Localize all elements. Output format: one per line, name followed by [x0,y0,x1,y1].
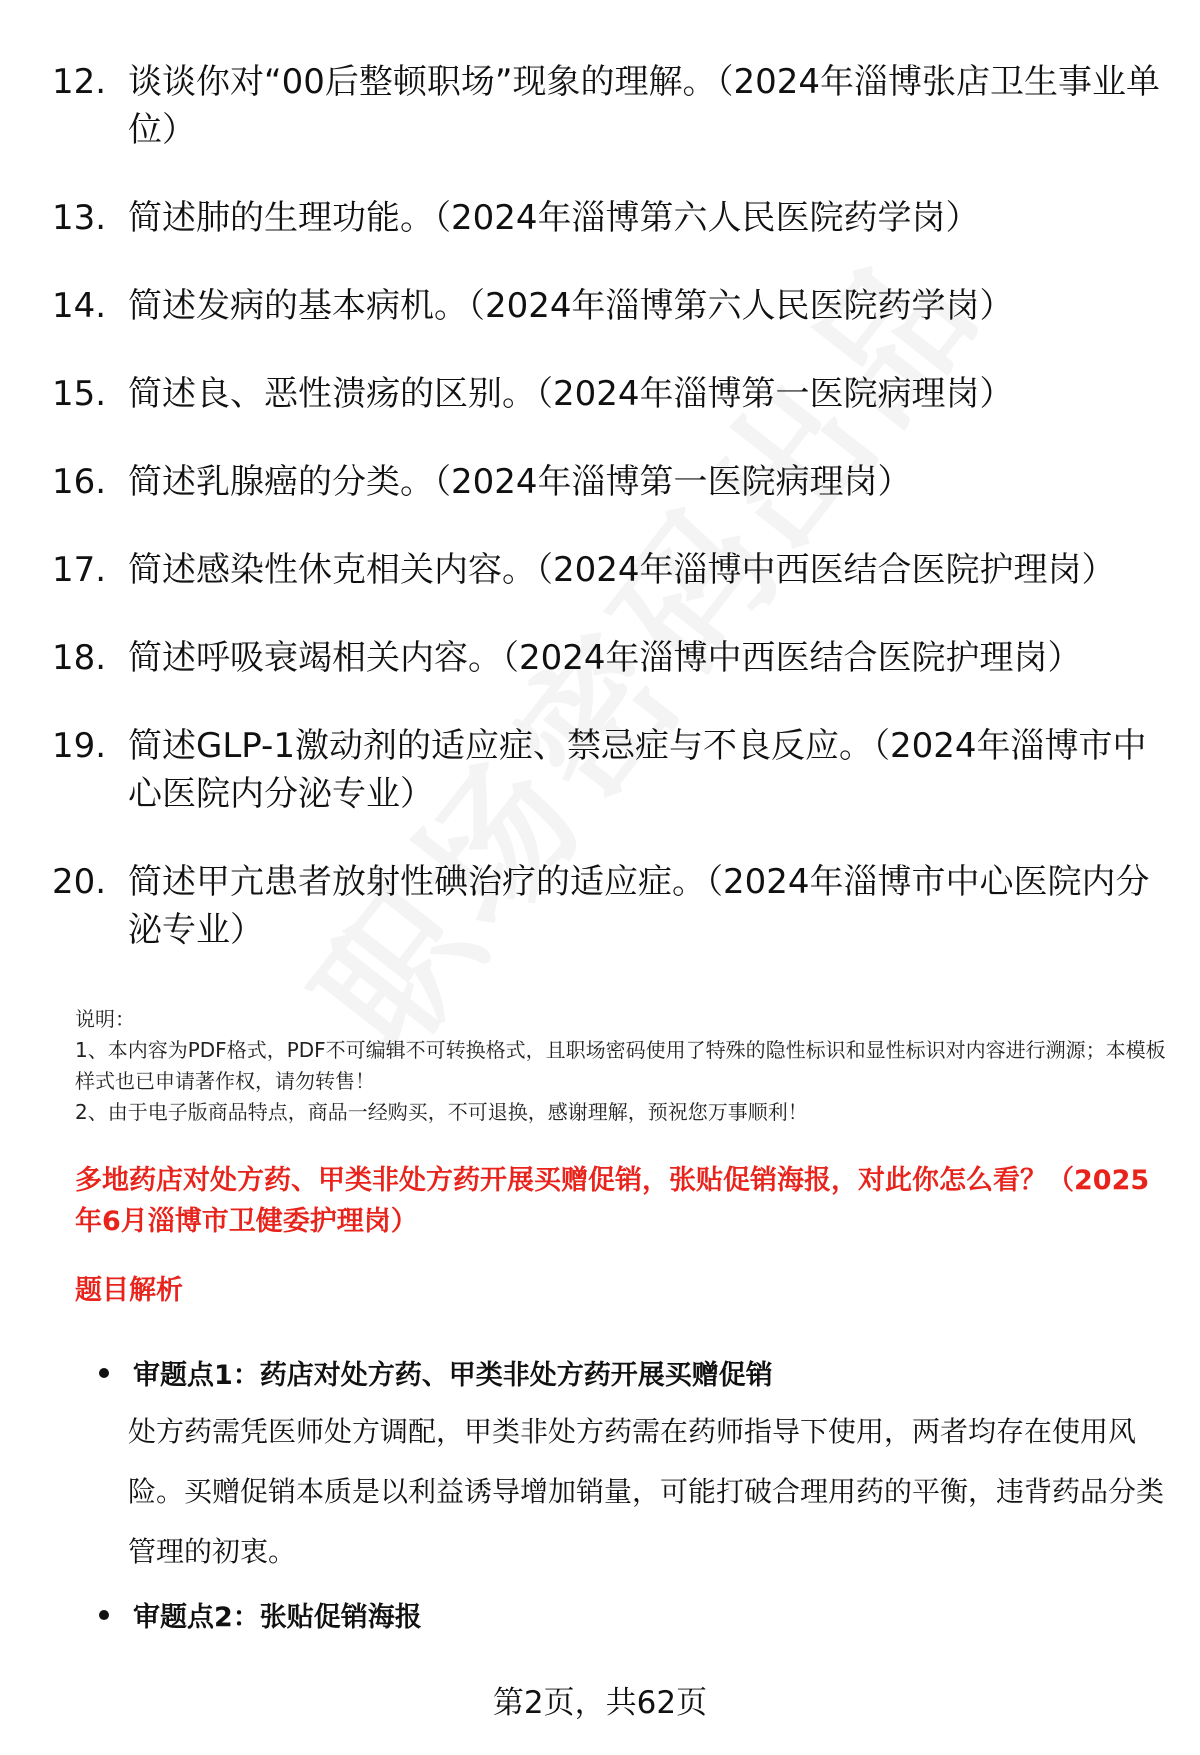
question-text: 简述乳腺癌的分类。（2024年淄博第一医院病理岗） [128,462,912,502]
point-heading [95,1595,1165,1634]
analysis-title: 题目解析 [75,1275,183,1306]
list-item [52,194,1162,242]
review-point-1 [95,1353,1165,1582]
question-number: 13. [52,198,107,238]
question-number: 19. [52,726,107,766]
notes-line-2: 2、由于电子版商品特点，商品一经购买，不可退换，感谢理解，预祝您万事顺利！ [75,1100,808,1124]
question-text: 简述发病的基本病机。（2024年淄博第六人民医院药学岗） [128,286,1014,326]
notes-line-1: 1、本内容为PDF格式，PDF不可编辑不可转换格式，且职场密码使用了特殊的隐性标识和显性标识对内容进行溯源；本模板样式也已申请著作权，请勿转售！ [75,1038,1166,1093]
bullet-icon [99,1368,109,1378]
list-item [52,458,1162,506]
question-number: 15. [52,374,107,414]
notes-section [75,1004,1170,1128]
point-heading-text: 审题点2：张贴促销海报 [133,1602,422,1633]
question-text: 简述良、恶性溃疡的区别。（2024年淄博第一医院病理岗） [128,374,1014,414]
list-item [52,58,1162,154]
question-text: 简述甲亢患者放射性碘治疗的适应症。（2024年淄博市中心医院内分泌专业） [128,862,1150,950]
point-heading-text: 审题点1：药店对处方药、甲类非处方药开展买赠促销 [133,1360,773,1391]
list-item [52,370,1162,418]
notes-title: 说明： [75,1007,135,1031]
question-number: 18. [52,638,107,678]
main-question: 多地药店对处方药、甲类非处方药开展买赠促销，张贴促销海报，对此你怎么看？（2025年6月淄博市卫健委护理岗） [75,1165,1150,1237]
question-number: 17. [52,550,107,590]
point-body: 处方药需凭医师处方调配，甲类非处方药需在药师指导下使用，两者均存在使用风险。买赠促销本质是以利益诱导增加销量，可能打破合理用药的平衡，违背药品分类管理的初衷。 [128,1415,1165,1568]
review-point-2 [95,1595,1165,1634]
question-number: 20. [52,862,107,902]
question-number: 12. [52,62,107,102]
list-item [52,282,1162,330]
point-heading [95,1353,1165,1392]
list-item [52,722,1162,818]
list-item [52,634,1162,682]
list-item [52,858,1162,954]
question-number: 14. [52,286,107,326]
question-text: 简述肺的生理功能。（2024年淄博第六人民医院药学岗） [128,198,980,238]
bullet-icon [99,1610,109,1620]
question-text: 谈谈你对“00后整顿职场”现象的理解。（2024年淄博张店卫生事业单位） [128,62,1161,150]
question-text: 简述感染性休克相关内容。（2024年淄博中西医结合医院护理岗） [128,550,1116,590]
question-number: 16. [52,462,107,502]
page-number: 第2页，共62页 [492,1685,708,1721]
question-text: 简述GLP-1激动剂的适应症、禁忌症与不良反应。（2024年淄博市中心医院内分泌专业） [128,726,1147,814]
question-list [52,58,1162,994]
list-item [52,546,1162,594]
question-text: 简述呼吸衰竭相关内容。（2024年淄博中西医结合医院护理岗） [128,638,1082,678]
